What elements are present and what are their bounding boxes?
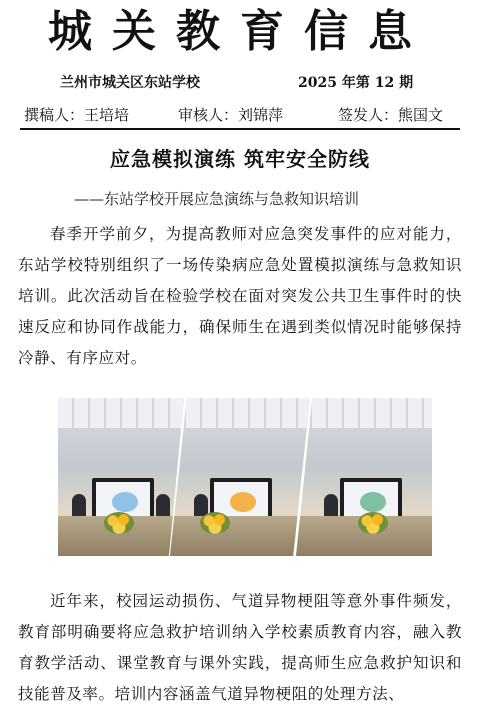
paragraph-1-text: 春季开学前夕，为提高教师对应急突发事件的应对能力，东站学校特别组织了一场传染病应急处置模拟演练与急救知识培训。此次活动旨在检验学校在面对突发公共卫生事件时的快速反应和协同作战能力，确保师生在遇到类似情况时能够保持冷静、有序应对。 bbox=[18, 225, 462, 367]
writer-credit: 撰稿人：王培培 bbox=[24, 106, 130, 124]
conference-table bbox=[170, 516, 310, 556]
screen-slide bbox=[360, 492, 386, 512]
training-photo-3 bbox=[296, 398, 432, 556]
photo-collage bbox=[18, 392, 462, 588]
flower-arrangement bbox=[104, 512, 134, 534]
ceiling-panels bbox=[296, 398, 432, 428]
reviewer-credit: 审核人：刘锦萍 bbox=[178, 106, 284, 124]
newsletter-masthead: 城关教育信息 bbox=[48, 6, 432, 57]
flower-arrangement bbox=[358, 512, 388, 534]
article-subtitle: ——东站学校开展应急演练与急救知识培训 bbox=[74, 190, 360, 208]
paragraph-2-text: 近年来，校园运动损伤、气道异物梗阻等意外事件频发，教育部明确要将应急救护培训纳入学校素质教育内容，融入教育教学活动、课堂教育与课外实践，提高师生应急救护知识和技能普及率。培训内容涵盖气道异物梗阻的处理方法、 bbox=[18, 592, 462, 703]
issue-number: 2025 年第 12 期 bbox=[298, 75, 414, 91]
article-paragraph-1 bbox=[18, 219, 462, 374]
signer-credit: 签发人：熊国文 bbox=[338, 106, 444, 124]
flower-arrangement bbox=[200, 512, 230, 534]
issue-line bbox=[0, 72, 480, 94]
article-paragraph-2 bbox=[18, 586, 462, 710]
screen-slide bbox=[230, 492, 256, 512]
ceiling-panels bbox=[58, 398, 184, 428]
training-photo-2 bbox=[170, 398, 310, 556]
credits-bar bbox=[20, 104, 460, 130]
training-photo-1 bbox=[58, 398, 184, 556]
screen-slide bbox=[112, 492, 138, 512]
ceiling-panels bbox=[170, 398, 310, 428]
school-name: 兰州市城关区东站学校 bbox=[60, 75, 200, 91]
article-headline: 应急模拟演练 筑牢安全防线 bbox=[110, 147, 370, 171]
